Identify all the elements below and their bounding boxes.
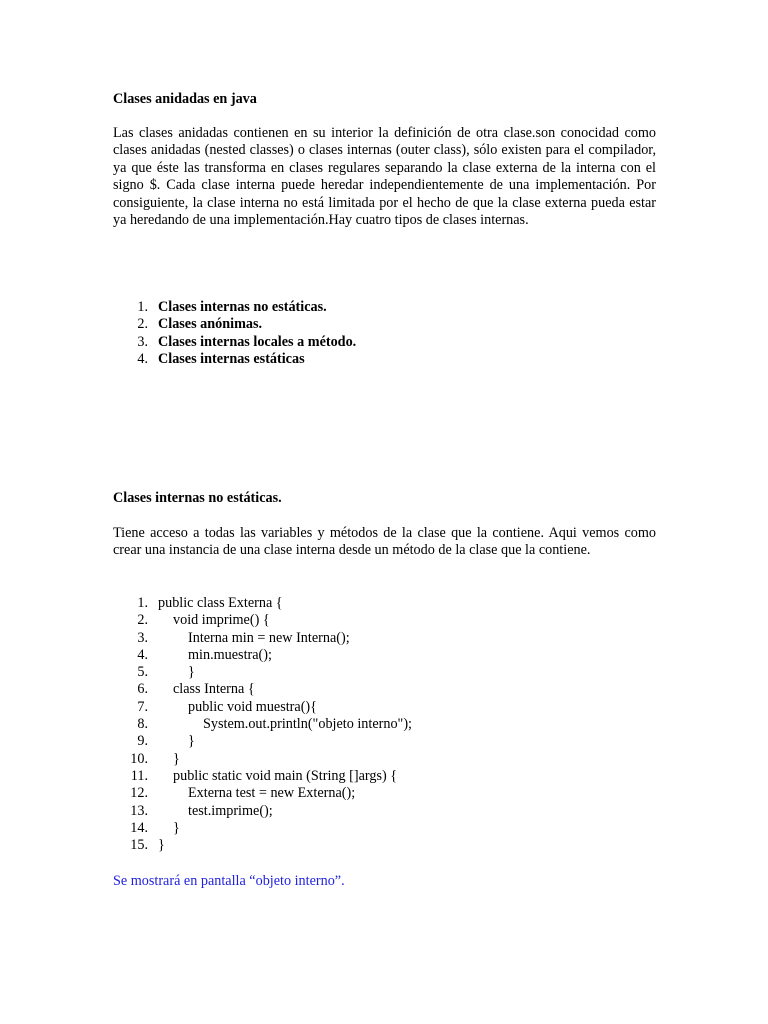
line-number: 2. (137, 612, 148, 629)
code-text: public void muestra(){ (188, 698, 317, 715)
line-number: 4. (137, 646, 148, 663)
section-title: Clases internas no estáticas. (113, 490, 282, 506)
line-number: 15. (130, 837, 148, 854)
list-number: 4. (137, 351, 148, 368)
code-text: min.muestra(); (188, 646, 272, 663)
code-text: class Interna { (173, 681, 255, 698)
code-text: test.imprime(); (188, 802, 273, 819)
list-item-label: Clases internas estáticas (158, 351, 305, 368)
list-number: 1. (137, 299, 148, 315)
list-item-label: Clases anónimas. (158, 316, 263, 333)
code-text: } (188, 664, 195, 681)
code-text: public class Externa { (158, 595, 283, 611)
document-title: Clases anidadas en java (113, 91, 257, 107)
line-number: 9. (137, 733, 148, 750)
line-number: 11. (130, 767, 148, 784)
list-item-label: Clases internas locales a método. (158, 333, 357, 350)
section-description: Tiene acceso a todas las variables y métodos de la clase que la contiene. Aqui vemos como crear una instancia de una clase interna desde un método de la clase que la contiene. (113, 525, 656, 559)
list-number: 3. (137, 333, 148, 350)
line-number: 3. (137, 629, 148, 646)
code-text: } (158, 837, 165, 854)
line-number: 14. (130, 819, 148, 836)
line-number: 1. (137, 595, 148, 611)
code-text: public static void main (String []args) { (173, 767, 398, 784)
intro-paragraph: Las clases anidadas contienen en su interior la definición de otra clase.son conocidad como clases anidadas (nested classes) o clases internas (outer class), sólo existen para el compilador, ya que éste las transforma en clases regulares separando la clase externa de la interna con el signo $. Cada clase interna puede heredar independientemente de una implementación. Por consiguiente, la clase interna no está limitada por el hecho de que la clase externa pueda estar ya heredando de una implementación.Hay cuatro tipos de clases internas. (113, 125, 656, 229)
line-number: 8. (137, 716, 148, 733)
list-number: 2. (137, 316, 148, 333)
result-note: Se mostrará en pantalla “objeto interno”. (113, 873, 345, 889)
line-number: 10. (130, 750, 148, 767)
code-text: } (188, 733, 195, 750)
code-text: System.out.println("objeto interno"); (203, 716, 413, 733)
line-number: 6. (137, 681, 148, 698)
code-text: Externa test = new Externa(); (188, 785, 356, 802)
list-item-label: Clases internas no estáticas. (158, 299, 327, 315)
code-text: void imprime() { (173, 612, 270, 629)
line-number: 5. (137, 664, 148, 681)
code-text: } (173, 819, 180, 836)
line-number: 13. (130, 802, 148, 819)
line-number: 7. (137, 698, 148, 715)
code-text: Interna min = new Interna(); (188, 629, 350, 646)
line-number: 12. (130, 785, 148, 802)
code-text: } (173, 750, 180, 767)
